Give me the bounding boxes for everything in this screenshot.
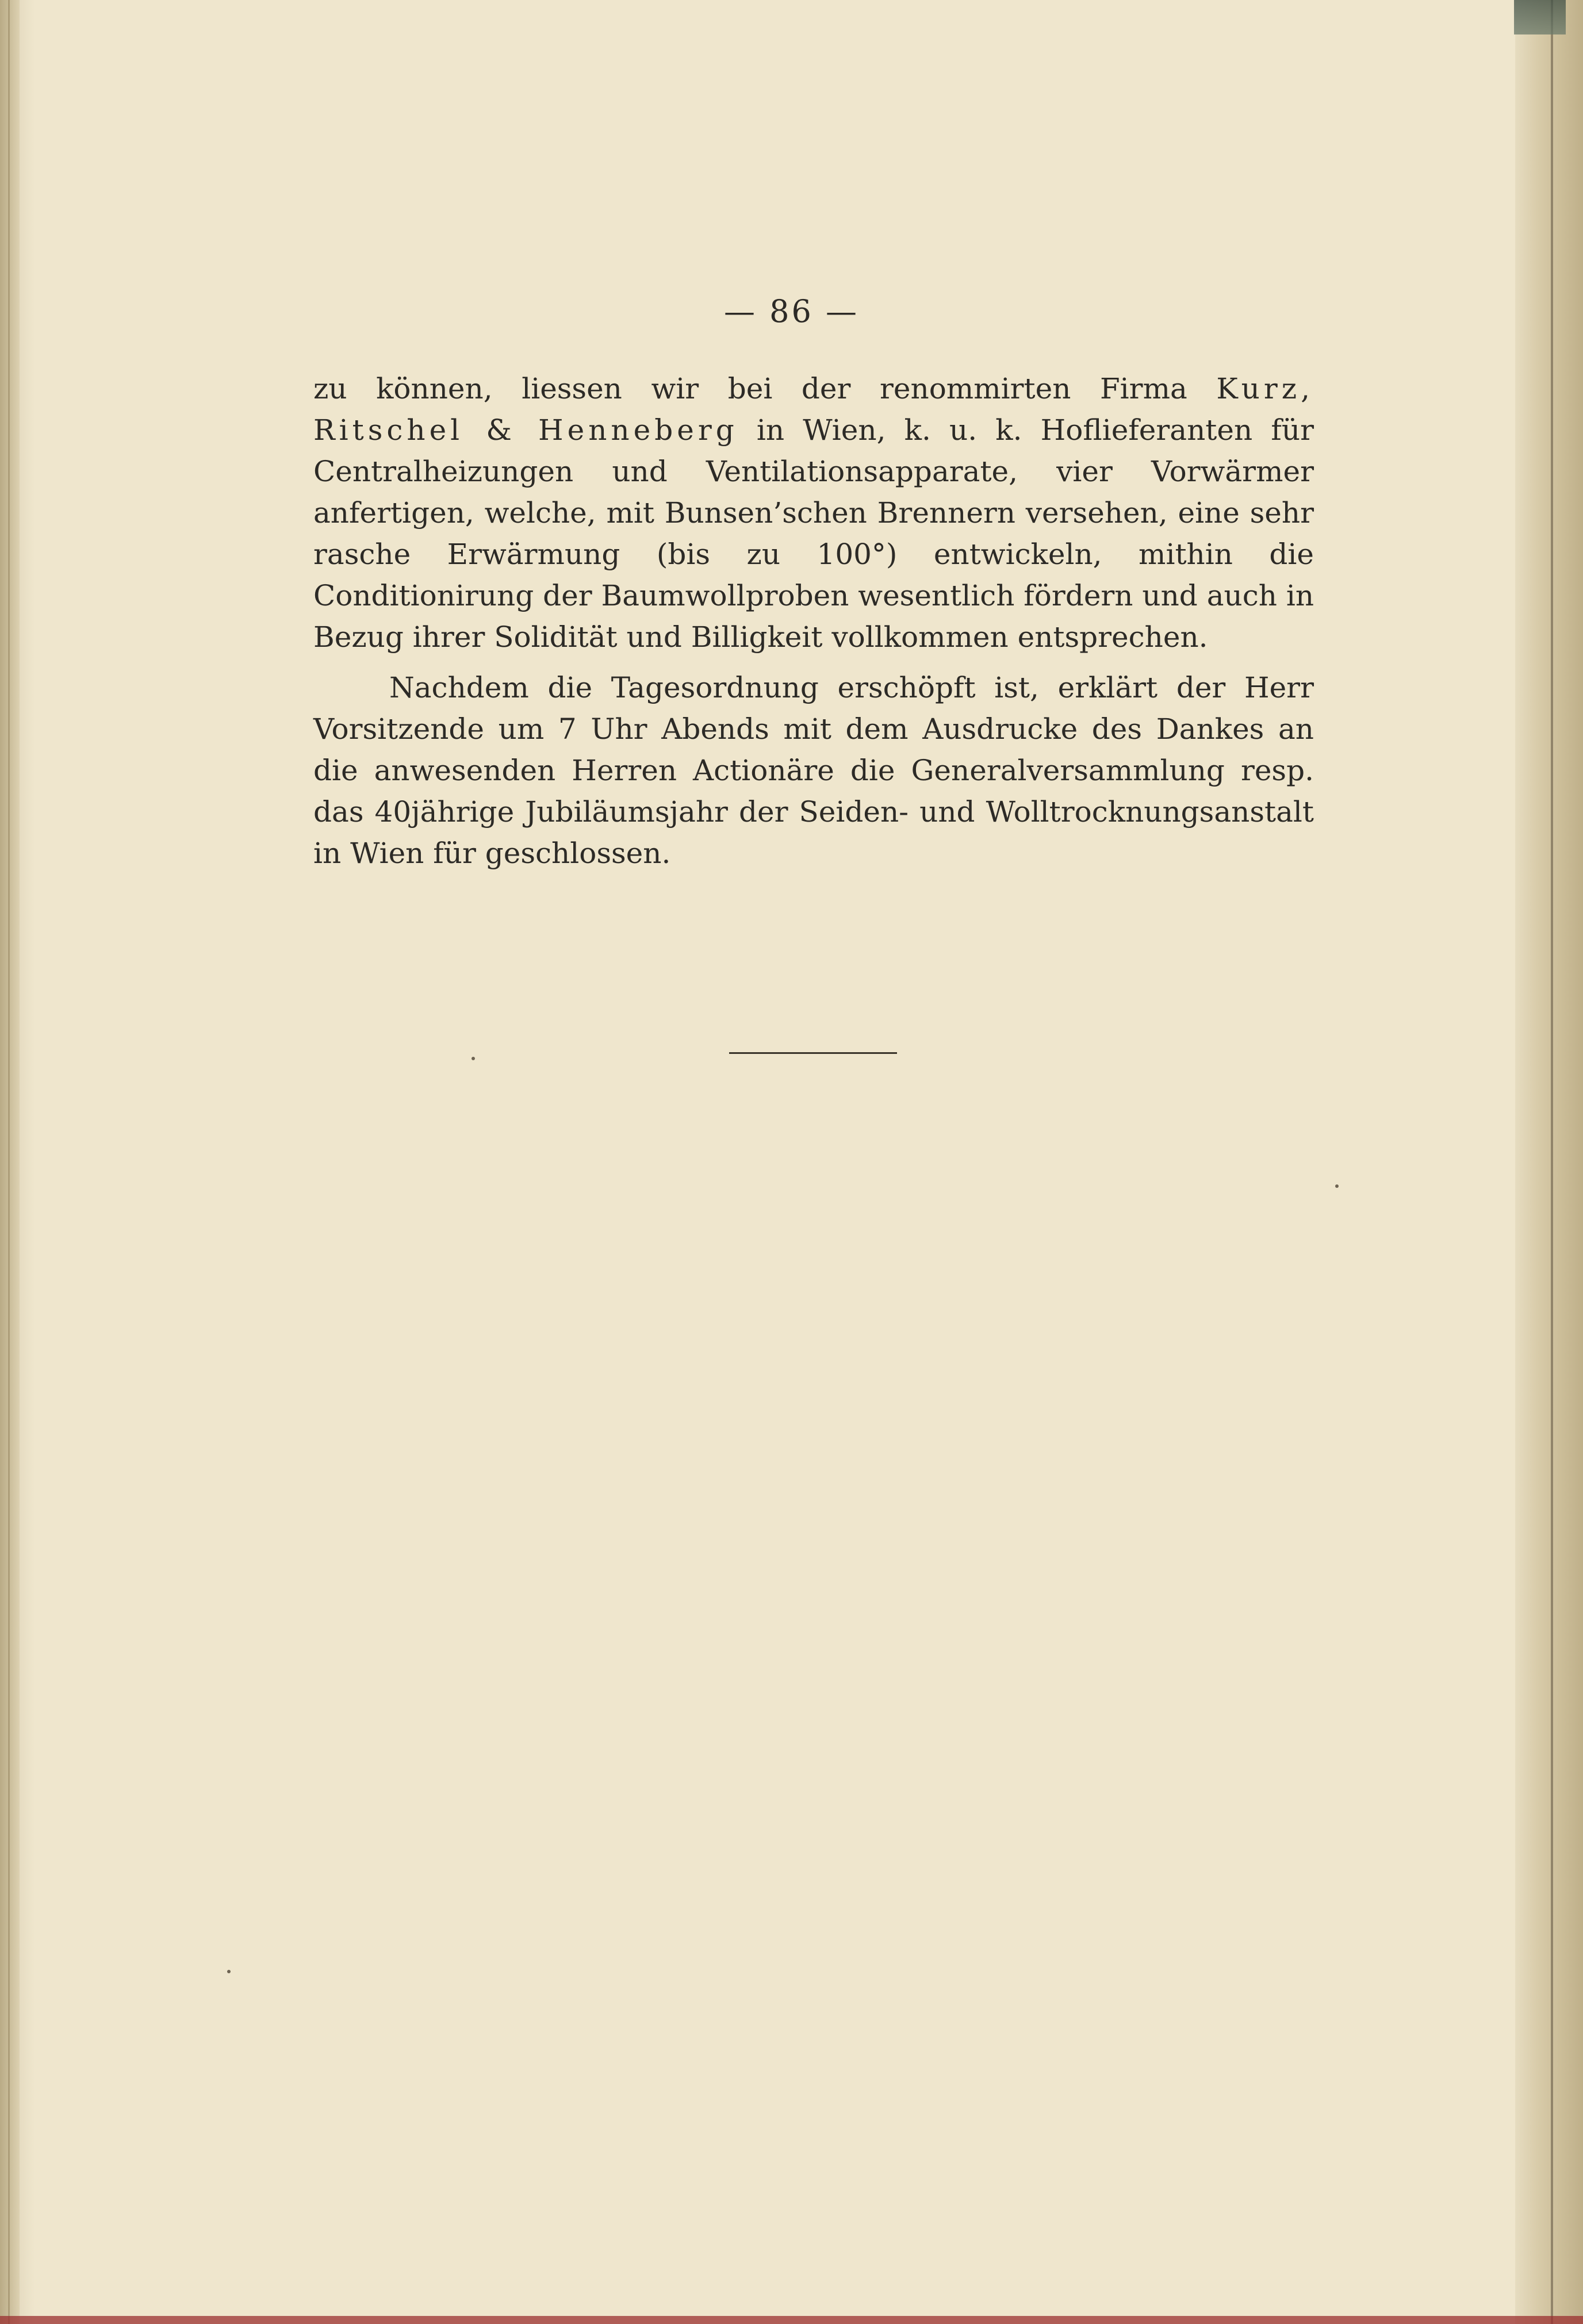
page-fore-edge bbox=[1515, 0, 1583, 2324]
paper-speck bbox=[227, 1970, 231, 1973]
closing-rule bbox=[729, 1052, 897, 1054]
body-text bbox=[313, 368, 1314, 874]
page-number: — 86 — bbox=[723, 293, 860, 329]
company-name: Kurz, Ritschel & Henneberg bbox=[313, 372, 1314, 447]
paragraph-2: Nachdem die Tagesordnung erschöpft ist, erklärt der Herr Vorsitzende um 7 Uhr Abends mit dem Ausdrucke des Dankes an die anwesenden Herren Actionäre die Generalversammlung resp. das 40jährige Jubiläumsjahr der Seiden- und Wolltrocknungsanstalt in Wien für geschlossen. bbox=[313, 671, 1314, 870]
paper-speck bbox=[472, 1057, 475, 1060]
gutter-line bbox=[8, 0, 10, 2324]
paragraph-1 bbox=[313, 368, 1314, 658]
paragraph-1-text-b: in Wien, k. u. k. Hoflieferanten für Centralheizungen und Ventilationsapparate, vier Vorwärmer anfertigen, welche, mit Bunsen’schen Brennern versehen, eine sehr rasche Erwärmung (bis zu 100°) entwickeln, mithin die Conditionirung der Baumwollproben wesentlich fördern und auch in Bezug ihrer Solidität und Billigkeit vollkommen entsprechen. bbox=[313, 413, 1314, 654]
page-gutter bbox=[0, 0, 20, 2324]
binding-edge bbox=[0, 2316, 1583, 2324]
fore-edge-line bbox=[1551, 0, 1553, 2324]
paragraph-1-text-a: zu können, liessen wir bei der renommirten Firma bbox=[313, 372, 1217, 405]
paper-speck bbox=[1335, 1184, 1339, 1188]
corner-tab bbox=[1514, 0, 1566, 34]
